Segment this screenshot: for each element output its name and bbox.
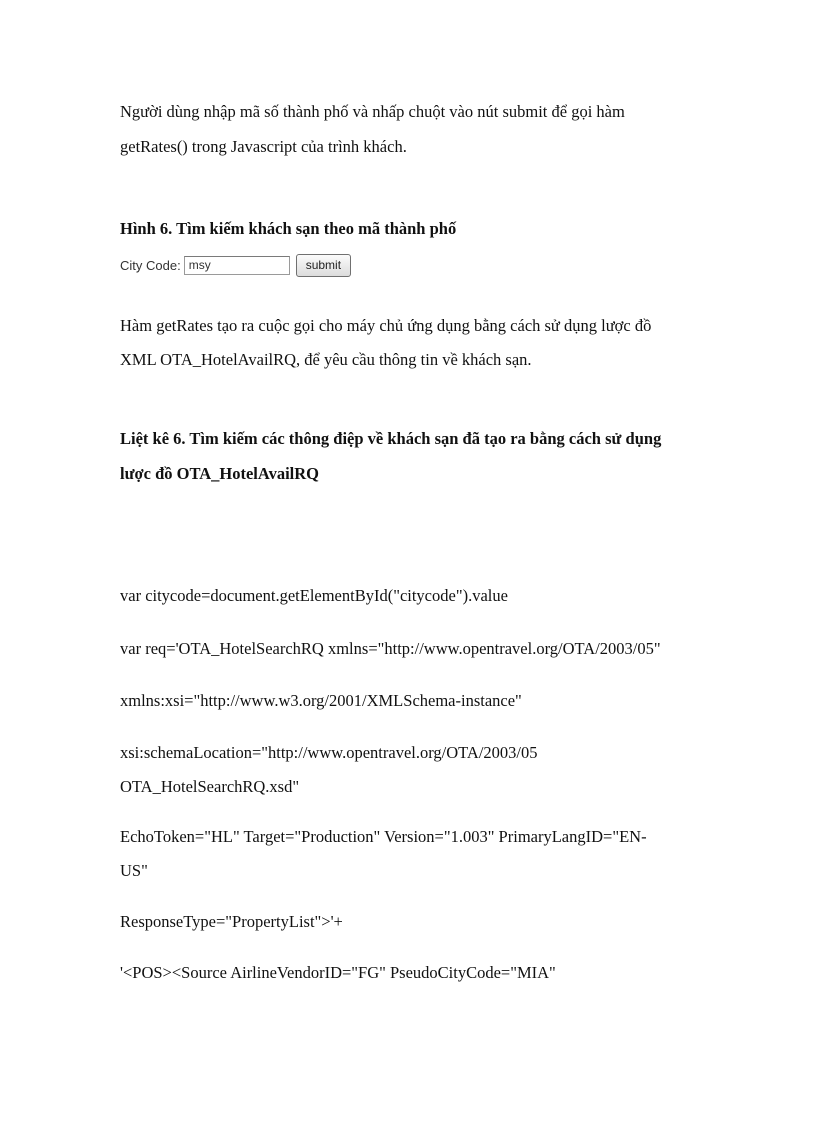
code-line-2: var req='OTA_HotelSearchRQ xmlns="http://www.opentravel.org/OTA/2003/05" bbox=[120, 639, 661, 658]
code-line-3: xmlns:xsi="http://www.w3.org/2001/XMLSchema-instance" bbox=[120, 691, 522, 710]
city-code-form bbox=[120, 252, 351, 278]
listing-caption-line-1: Liệt kê 6. Tìm kiếm các thông điệp về khách sạn đã tạo ra bằng cách sử dụng bbox=[120, 429, 662, 448]
code-line-7: '<POS><Source AirlineVendorID="FG" PseudoCityCode="MIA" bbox=[120, 963, 556, 982]
code-line-5a: EchoToken="HL" Target="Production" Version="1.003" PrimaryLangID="EN- bbox=[120, 827, 647, 846]
figure-caption: Hình 6. Tìm kiếm khách sạn theo mã thành phố bbox=[120, 219, 457, 238]
paragraph-1-line-2: getRates() trong Javascript của trình khách. bbox=[120, 137, 407, 156]
submit-button[interactable]: submit bbox=[296, 254, 351, 277]
code-line-1: var citycode=document.getElementById("citycode").value bbox=[120, 586, 508, 605]
paragraph-2-line-1: Hàm getRates tạo ra cuộc gọi cho máy chủ ứng dụng bằng cách sử dụng lược đồ bbox=[120, 316, 652, 335]
code-line-4b: OTA_HotelSearchRQ.xsd" bbox=[120, 777, 300, 796]
code-line-4a: xsi:schemaLocation="http://www.opentravel.org/OTA/2003/05 bbox=[120, 743, 538, 762]
paragraph-1-line-1: Người dùng nhập mã số thành phố và nhấp chuột vào nút submit để gọi hàm bbox=[120, 102, 625, 121]
city-code-input[interactable] bbox=[184, 256, 290, 275]
paragraph-2-line-2: XML OTA_HotelAvailRQ, để yêu cầu thông tin về khách sạn. bbox=[120, 350, 532, 369]
listing-caption-line-2: lược đồ OTA_HotelAvailRQ bbox=[120, 464, 319, 483]
code-line-6: ResponseType="PropertyList">'+ bbox=[120, 912, 343, 931]
code-line-5b: US" bbox=[120, 861, 148, 880]
city-code-label: City Code: bbox=[120, 257, 181, 273]
